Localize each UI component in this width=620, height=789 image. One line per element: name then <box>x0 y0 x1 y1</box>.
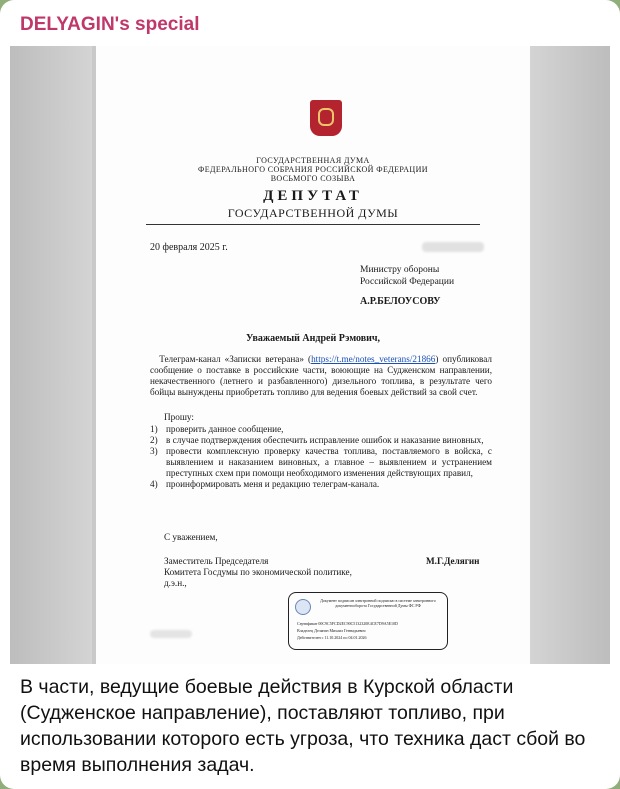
list-item-text: проверить данное сообщение, <box>166 424 284 434</box>
stamp-owner: Владелец Делягин Михаил Геннадьевич <box>297 628 366 633</box>
seal-icon <box>295 599 311 615</box>
stamp-heading: Документ подписан электронной подписью в системе электронного документооборота Государственной Думы ФС РФ <box>320 598 436 608</box>
letter-page <box>96 46 530 664</box>
addressee-line-2: Российской Федерации <box>360 277 455 287</box>
list-item-number: 4) <box>150 479 158 489</box>
stamp-certificate: Сертификат 00C9C5FCD2EC90C5132320E4CE7D9A5E10D <box>297 621 398 626</box>
list-item <box>150 424 492 435</box>
list-item-number: 3) <box>150 446 158 456</box>
greeting: Уважаемый Андрей Рэмович, <box>245 333 381 344</box>
coat-of-arms-icon <box>310 100 342 136</box>
signature-line-3: д.э.н., <box>164 578 187 588</box>
redacted-number <box>422 242 484 252</box>
header-line-2: ФЕДЕРАЛЬНОГО СОБРАНИЯ РОССИЙСКОЙ ФЕДЕРАЦИИ <box>198 165 428 174</box>
telegram-link[interactable]: https://t.me/notes_veterans/21866 <box>311 354 436 364</box>
list-item-text: провести комплексную проверку качества топлива, поставляемого в войска, с выявлением и наказанием виновных, а главное – выявлением и устранением преступных схем при помощи необходимого изменения действующих правил, <box>166 446 492 478</box>
regards: С уважением, <box>164 532 218 542</box>
list-item <box>150 479 492 490</box>
body-paragraph <box>150 354 492 398</box>
letter-subtitle: ГОСУДАРСТВЕННОЙ ДУМЫ <box>227 206 399 220</box>
redacted-footer <box>150 630 192 638</box>
addressee-line-1: Министру обороны <box>360 265 440 275</box>
addressee-name: А.Р.БЕЛОУСОВУ <box>360 296 441 307</box>
header-line-3: ВОСЬМОГО СОЗЫВА <box>270 174 356 183</box>
document-image[interactable] <box>10 46 610 664</box>
channel-name[interactable]: DELYAGIN's special <box>20 14 200 35</box>
signature-block <box>164 556 352 589</box>
list-item <box>150 435 492 446</box>
letter-title: ДЕПУТАТ <box>263 188 363 204</box>
addressee-block <box>360 264 454 288</box>
image-blur-left <box>10 46 92 664</box>
list-item <box>150 446 492 479</box>
list-item-number: 2) <box>150 435 158 445</box>
message-caption: В части, ведущие боевые действия в Курской области (Судженское направление), поставляют топливо, при использовании которого есть угроза, что техника даст сбой во время выполнения задач. <box>20 676 586 776</box>
request-intro: Прошу: <box>164 412 194 422</box>
e-signature-stamp <box>288 592 448 650</box>
header-divider <box>146 224 480 225</box>
image-blur-right <box>530 46 610 664</box>
signature-line-2: Комитета Госдумы по экономической политике, <box>164 567 352 577</box>
request-list <box>150 424 492 490</box>
list-item-text: проинформировать меня и редакцию телеграм-канала. <box>166 479 380 489</box>
header-line-1: ГОСУДАРСТВЕННАЯ ДУМА <box>256 156 370 165</box>
paragraph-rest: ) опубликовал сообщение о поставке в российские части, воюющие на Судженском направлении, некачественного (летнего и разбавленного) дизельного топлива, в результате чего бойцы вынуждены приобретать топливо для ведения боевых действий за свой счет. <box>150 354 492 397</box>
list-item-text: в случае подтверждения обеспечить исправление ошибок и наказание виновных, <box>166 435 484 445</box>
list-item-number: 1) <box>150 424 158 434</box>
signature-name: М.Г.Делягин <box>426 556 480 566</box>
stamp-validity: Действителен с 11.10.2024 по 04.01.2026 <box>297 635 367 640</box>
paragraph-lead: Телеграм-канал «Записки ветерана» ( <box>159 354 312 364</box>
letter-date: 20 февраля 2025 г. <box>150 242 228 253</box>
signature-line-1: Заместитель Председателя <box>164 556 269 566</box>
